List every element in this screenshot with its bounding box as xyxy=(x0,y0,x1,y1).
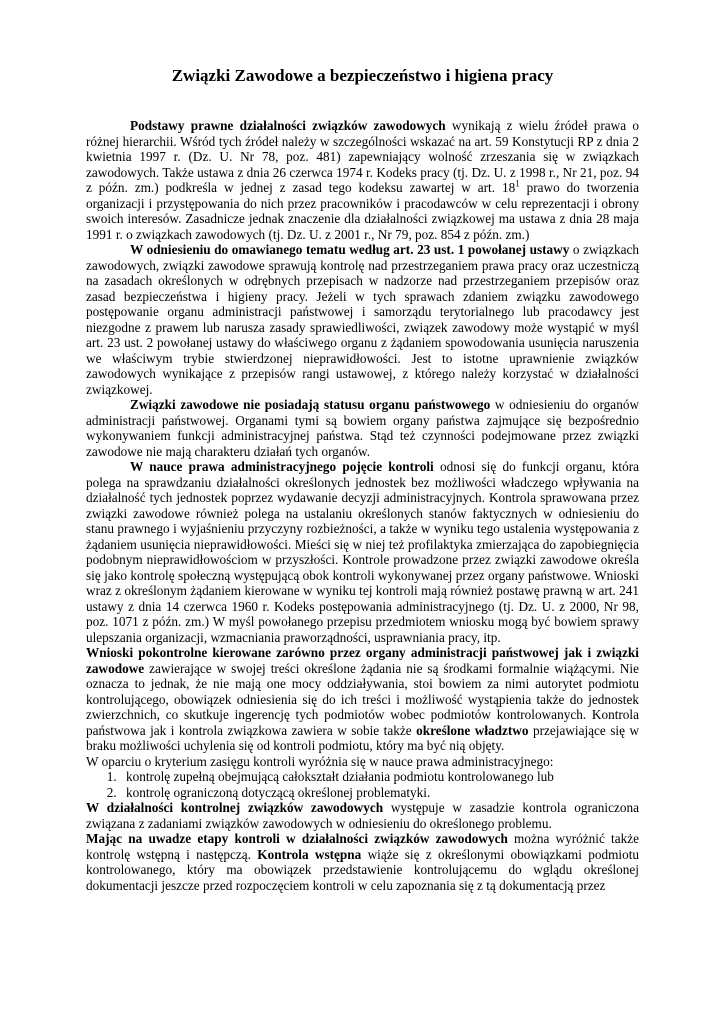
bold-lead: Mając na uwadze etapy kontroli w działalności związków zawodowych xyxy=(86,831,508,846)
paragraph-text: wiąże się z określonymi obowiązkami podmiotu kontrolowanego, który ma obowiązek przedstawienie kontrolującemu do wglądu określonej dokumentacji jeszcze przed rozpoczęciem kontroli w celu zapoznania się z tą dokumentacją przez xyxy=(86,846,639,893)
paragraph-union-control xyxy=(86,800,639,831)
bold-lead: W działalności kontrolnej związków zawodowych xyxy=(86,800,384,815)
bold-lead: Wnioski pokontrolne kierowane zarówno przez organy administracji państwowej jak i związki zawodowe xyxy=(86,645,639,676)
paragraph-text: odnosi się do funkcji organu, która polega na sprawdzaniu działalności określonych jednostek bez możliwości władczego wpływania na działalność tych jednostek poprzez wydawanie decyzji administracyjnych. Kontrola sprawowana przez związki zawodowe również polega na ustalaniu określonych stanów faktycznych w odniesieniu do stanu prawnego i wyjaśnieniu przyczyny rozbieżności, a także w wyniku tego ustalenia występowania z żądaniem usunięcia nieprawidłowości. Mieści się w niej też profilaktyka zmierzająca do zapobiegnięcia podobnym nieprawidłowościom w przyszłości. Kontrole prowadzone przez związki zawodowe określa się jako kontrolę społeczną występującą obok kontroli wykonywanej przez organy państwowe. Wnioski wraz z określonym żądaniem kierowane w wyniku tej kontroli mają również postawę prawną w art. 241 ustawy z dnia 14 czerwca 1960 r. Kodeks postępowania administracyjnego (tj. Dz. U. z 2000, Nr 98, poz. 1071 z późn. zm.) W myśl powołanego przepisu przedmiotem wniosku mogą być bowiem sprawy ulepszania organizacji, wzmacniania praworządności, usprawniania pracy, itp. xyxy=(86,459,639,645)
paragraph-control-stages xyxy=(86,831,639,893)
superscript: 1 xyxy=(515,178,520,189)
paragraph-legal-basis xyxy=(86,118,639,242)
bold-lead: W odniesieniu do omawianego tematu według art. 23 ust. 1 powołanej ustawy xyxy=(130,242,570,257)
paragraph-text: wynikają z wielu źródeł prawa o różnej hierarchii. Wśród tych źródeł należy w szczególności wskazać na art. 59 Konstytucji RP z dnia 2 kwietnia 1997 r. (Dz. U. Nr 78, poz. 481) zapewniający wolność zrzeszania się w związkach zawodowych. Także ustawa z dnia 26 czerwca 1974 r. Kodeks pracy (tj. Dz. U. z 1998 r., Nr 21, poz. 94 z późn. zm.) podkreśla w jednej z zasad tego kodeksu zawartej w art. 18 xyxy=(86,118,639,195)
paragraph-text: prawo do tworzenia organizacji i przystępowania do nich przez pracowników i pracodawców w celu reprezentacji i obrony swoich interesów. Zasadnicze jednak znaczenie dla działalności związkowej ma ustawa z dnia 28 maja 1991 r. o związkach zawodowych (tj. Dz. U. z 2001 r., Nr 79, poz. 854 z późn. zm.) xyxy=(86,180,639,242)
paragraph-text: można wyróżnić także kontrolę wstępną i następczą. xyxy=(86,831,639,862)
control-types-list xyxy=(86,769,639,800)
document-title: Związki Zawodowe a bezpieczeństwo i higiena pracy xyxy=(171,66,554,85)
list-item: 1. kontrolę zupełną obejmującą całokształt działania podmiotu kontrolowanego lub xyxy=(120,769,639,785)
paragraph-control-scope: W oparciu o kryterium zasięgu kontroli wyróżnia się w nauce prawa administracyjnego: xyxy=(86,753,554,769)
paragraph-status xyxy=(86,397,639,459)
bold-phrase: określone władztwo xyxy=(416,722,529,738)
bold-phrase: Kontrola wstępna xyxy=(257,846,362,862)
paragraph-art-23 xyxy=(86,242,639,397)
paragraph-control-concept xyxy=(86,459,639,645)
bold-lead: Związki zawodowe nie posiadają statusu organu państwowego xyxy=(130,397,491,412)
paragraph-text: występuje w zasadzie kontrola ograniczona związana z zadaniami związków zawodowych w odniesieniu do określonego problemu. xyxy=(86,800,639,831)
paragraph-text: zawierające w swojej treści określone żądania nie są środkami formalnie wiążącymi. Nie oznacza to jednak, że nie mają one mocy oddziaływania, stoi bowiem za nimi autorytet podmiotu kontrolującego, obowiązek odniesienia się do ich treści i możliwość wystąpienia także do jednostek zwierzchnich, co skutkuje ingerencję tych podmiotów wobec podmiotów kontrolowanych. Kontrola państwowa jak i kontrola związkowa zawiera w sobie także xyxy=(86,660,639,738)
paragraph-text: przejawiające się w braku możliwości uchylenia się od kontroli podmiotu, który ma być nią objęty. xyxy=(86,722,640,753)
paragraph-text: w odniesieniu do organów administracji państwowej. Organami tymi są bowiem organy państwa zajmujące się bezpośrednio wykonywaniem funkcji administracyjnej państwa. Stąd też czynności podejmowane przez związki zawodowe nie mają charakteru działań tych organów. xyxy=(86,397,640,459)
bold-lead: W nauce prawa administracyjnego pojęcie kontroli xyxy=(130,459,434,474)
paragraph-text: o związkach zawodowych, związki zawodowe sprawują kontrolę nad przestrzeganiem prawa pracy oraz uczestniczą na zasadach określonych w odrębnych przepisach w nadzorze nad przestrzeganiem przepisów oraz zasad bezpieczeństwa i higieny pracy. Jeżeli w tych sprawach zdaniem związku zawodowego postępowanie organu administracji państwowej i samorządu terytorialnego lub pracodawcy jest niezgodne z prawem lub narusza zasady sprawiedliwości, związek zawodowy może wystąpić w myśl art. 23 ust. 2 powołanej ustawy do właściwego organu z żądaniem spowodowania usunięcia naruszenia we właściwym trybie stwierdzonej nieprawidłowości. Jest to istotne uprawnienie związków zawodowych wynikające z przepisów rangi ustawowej, z którego należy korzystać w działalności związkowej. xyxy=(86,242,640,397)
paragraph-post-control-requests xyxy=(86,645,639,754)
bold-lead: Podstawy prawne działalności związków zawodowych xyxy=(130,118,446,133)
list-item: 2. kontrolę ograniczoną dotyczącą określonej problematyki. xyxy=(120,785,639,801)
